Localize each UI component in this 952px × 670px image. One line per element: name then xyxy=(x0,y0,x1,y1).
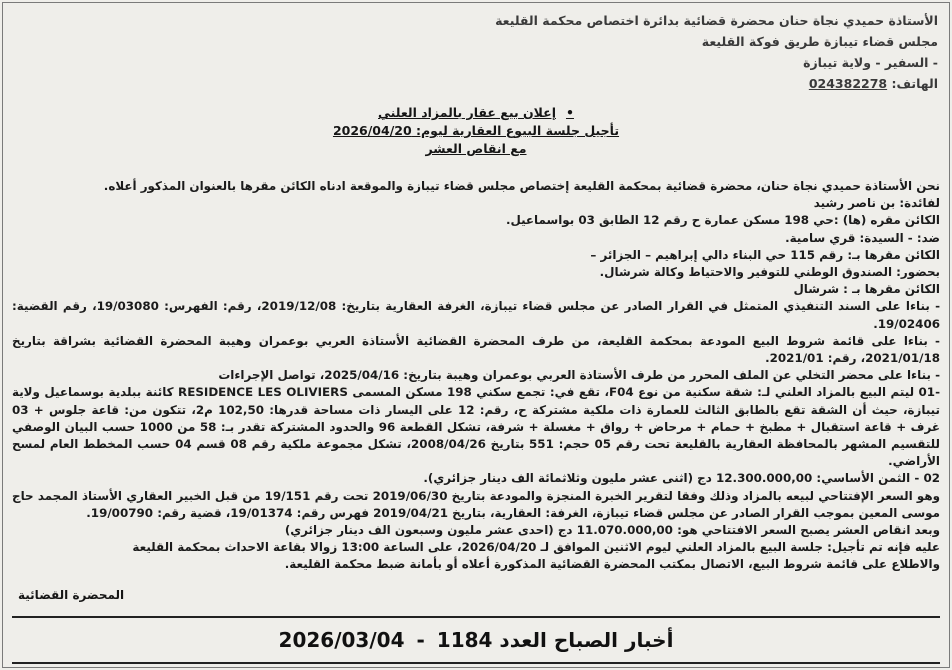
body-paragraph: 02 - الثمن الأساسي: 12.300.000,00 دج (اثنى عشر مليون وثلاثمائة الف دينار جزائري). xyxy=(423,471,940,486)
title-reduction: مع انقاص العشر xyxy=(425,141,527,156)
title-postponed: تأجيل جلسة البيوع العقارية ليوم: 2026/04/20 xyxy=(332,123,620,138)
phone-label: الهاتف: xyxy=(891,76,938,91)
body-paragraph: وبعد انقاص العشر يصبح السعر الافتتاحي هو: 11.070.000,00 دج (احدى عشر مليون وسبعون الف دينار جزائري) xyxy=(284,523,940,538)
body-paragraph: لفائدة: بن ناصر رشيد xyxy=(813,196,940,211)
newspaper-footer xyxy=(12,616,940,664)
title-heading-text: إعلان بيع عقار بالمزاد العلني xyxy=(378,105,556,120)
footer-newspaper: أخبار الصباح العدد 1184 xyxy=(436,628,674,652)
body-paragraph: - بناءا على قائمة شروط البيع المودعة بمحكمة القليعة، من طرف المحضرة القضائية الأستاذة العربي بوعمران وهيبة المحضرة القضائية بشراقة بتاريخ 2021/01/18، رقم: 2021/01. xyxy=(12,333,940,366)
body-paragraph: وهو السعر الإفتتاحي لبيعه بالمزاد وذلك وفقا لتقرير الخبرة المنجزة والمودعة بتاريخ 2019/06/30 تحت رقم 19/151 من قبل الخبير العقاري الأستاذ المجمد حاج موسى المعين بموجب القرار الصادر عن مجلس قضاء تيبازة، الغرفة: العقارية، بتاريخ 2019/04/21 فهرس رقم: 19/01374، قضية رقم: 19/00790. xyxy=(12,488,940,520)
announcement-body xyxy=(12,178,940,574)
footer-separator: - xyxy=(416,628,425,652)
body-paragraph: - بناءا على السند التنفيذي المتمثل في القرار الصادر عن مجلس قضاء تيبازة، الغرفة العقارية بتاريخ: 2019/12/08، رقم: الفهرس: 19/03080، رقم القضية: 19/02406. xyxy=(12,299,941,331)
body-paragraph: -01 ليتم البيع بالمزاد العلني لـ: شقة سكنية من نوع F04، تقع في: تجمع سكني 198 مسكن المسمى RESIDENCE LES OLIVIERS كائنة ببلدية بوسماعيل ولاية تيبازة، حيث أن الشقة تقع بالطابق الثالث للعمارة ذات ملكية مشتركة ح، رقم: 12 على اليسار ذات مساحة قدرها: 102,50 م2، تتكون من: قاعة جلوس + 03 غرف + قاعة استقبال + مطبخ + حمام + مرحاض + رواق + مغسلة + شرفة، تشكل القطعة 96 والحدود المشتركة تقدر بـ: 58 من 1000 حسب البيان الوصفي للتقسيم المشهر بالمحافظة العقارية بالقليعة تحت رقم 05 حجم: 551 بتاريخ 2008/04/26، تشكل مجموعة ملكية رقم 08 قسم 04 حسب المخطط العام لمسح الأراضي. xyxy=(12,385,941,469)
body-paragraph: نحن الأستاذة حميدي نجاة حنان، محضرة قضائية بمحكمة القليعة إختصاص مجلس قضاء تيبازة والموقعة ادناه الكائن مقرها بالعنوان المذكور أعلاه. xyxy=(103,179,940,193)
signature: المحضرة القضائية xyxy=(18,588,125,602)
header-phone xyxy=(218,73,938,94)
title-heading: •إعلان بيع عقار بالمزاد العلني xyxy=(378,105,574,120)
body-paragraph: الكائن مقرها بـ: رقم 115 حي البناء دالي إبراهيم – الجزائر – xyxy=(590,247,940,262)
phone-number: 024382278 xyxy=(808,76,888,91)
body-paragraph: الكائن مقره (ها) :حي 198 مسكن عمارة ح رقم 12 الطابق 03 بواسماعيل. xyxy=(505,213,940,228)
body-paragraph: عليه فإنه تم تأجيل: جلسة البيع بالمزاد العلني ليوم الاثنين الموافق لـ 2026/04/20، على الساعة 13:00 زوالا بقاعة الاحداث بمحكمة القليعة xyxy=(132,540,940,555)
body-paragraph: - بناءا على محضر التخلي عن الملف المحرر من طرف الأستاذة العربي بوعمران وهيبة بتاريخ: 2025/04/16، تواصل الإجراءات xyxy=(218,368,940,383)
body-paragraph: ضد: - السيدة: قري سامية. xyxy=(785,230,940,245)
body-paragraph: بحضور: الصندوق الوطني للتوفير والاحتياط وكالة شرشال. xyxy=(599,265,940,280)
announcement-title xyxy=(0,104,952,158)
bailiff-header xyxy=(218,10,938,94)
header-line-3: - السفير - ولاية تيبازة xyxy=(803,55,938,70)
body-paragraph: الكائن مقرها بـ : شرشال xyxy=(793,282,940,297)
header-line-1: الأستاذة حميدي نجاة حنان محضرة قضائية بدائرة اختصاص محكمة القليعة xyxy=(495,13,938,28)
header-line-2: مجلس قضاء تيبازة طريق فوكة القليعة xyxy=(701,34,938,49)
body-paragraph: والاطلاع على قائمة شروط البيع، الاتصال بمكتب المحضرة القضائية المذكورة أعلاه أو بأمانة ضبط محكمة القليعة. xyxy=(284,557,940,572)
footer-date: 2026/03/04 xyxy=(278,628,405,652)
